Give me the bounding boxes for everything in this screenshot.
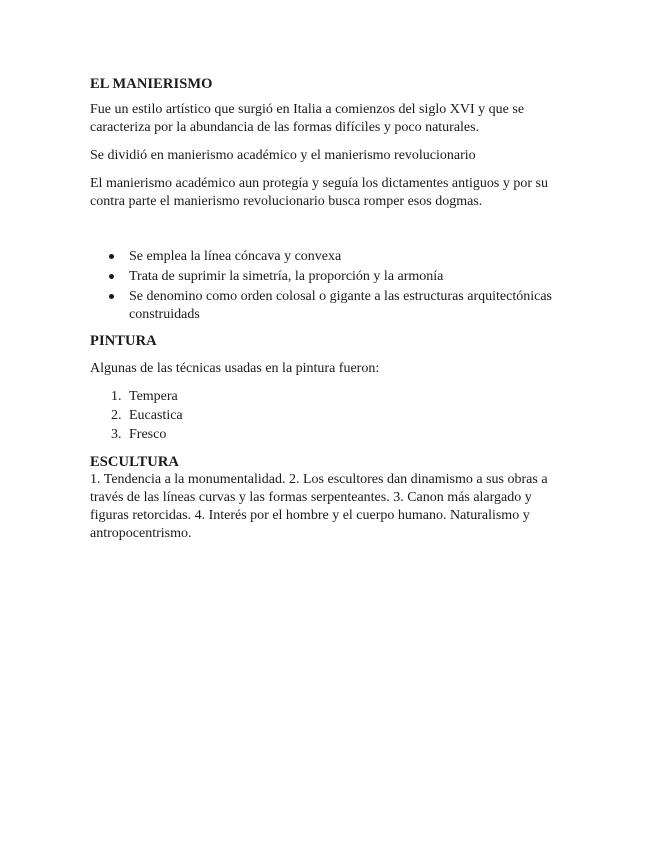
section-title-pintura: PINTURA xyxy=(90,333,157,349)
paragraph-comparison: El manierismo académico aun protegía y seguía los dictamentes antiguos y por su contra parte el manierismo revolucionario busca romper esos dogmas. xyxy=(90,176,548,209)
section-title-escultura: ESCULTURA xyxy=(90,454,180,470)
document-page xyxy=(90,75,570,543)
techniques-numbered-list xyxy=(90,388,570,444)
paragraph-techniques-intro: Algunas de las técnicas usadas en la pintura fueron: xyxy=(90,361,380,376)
item-label: Tempera xyxy=(129,389,178,404)
bullet-item: Se denomino como orden colosal o gigante a las estructuras arquitectónicas construidads xyxy=(90,288,570,324)
item-number: 1. xyxy=(111,389,122,404)
item-label: Fresco xyxy=(129,427,167,442)
numbered-item xyxy=(90,388,570,406)
bullet-item: Trata de suprimir la simetría, la proporción y la armonía xyxy=(90,268,570,286)
item-number: 3. xyxy=(111,427,122,442)
numbered-item xyxy=(90,407,570,425)
paragraph-division: Se dividió en manierismo académico y el manierismo revolucionario xyxy=(90,148,476,163)
characteristics-bullet-list xyxy=(90,248,570,324)
numbered-item xyxy=(90,426,570,444)
paragraph-definition: Fue un estilo artístico que surgió en Italia a comienzos del siglo XVI y que se caracteriza por la abundancia de las formas difíciles y poco naturales. xyxy=(90,102,525,135)
section-title-manierismo: EL MANIERISMO xyxy=(90,76,213,92)
paragraph-escultura: 1. Tendencia a la monumentalidad. 2. Los escultores dan dinamismo a sus obras a través de las líneas curvas y las formas serpenteantes. 3. Canon más alargado y figuras retorcidas. 4. Interés por el hombre y el cuerpo humano. Naturalismo y antropocentrismo. xyxy=(90,472,548,541)
bullet-item: Se emplea la línea cóncava y convexa xyxy=(90,248,570,266)
item-label: Eucastica xyxy=(129,408,183,423)
item-number: 2. xyxy=(111,408,122,423)
